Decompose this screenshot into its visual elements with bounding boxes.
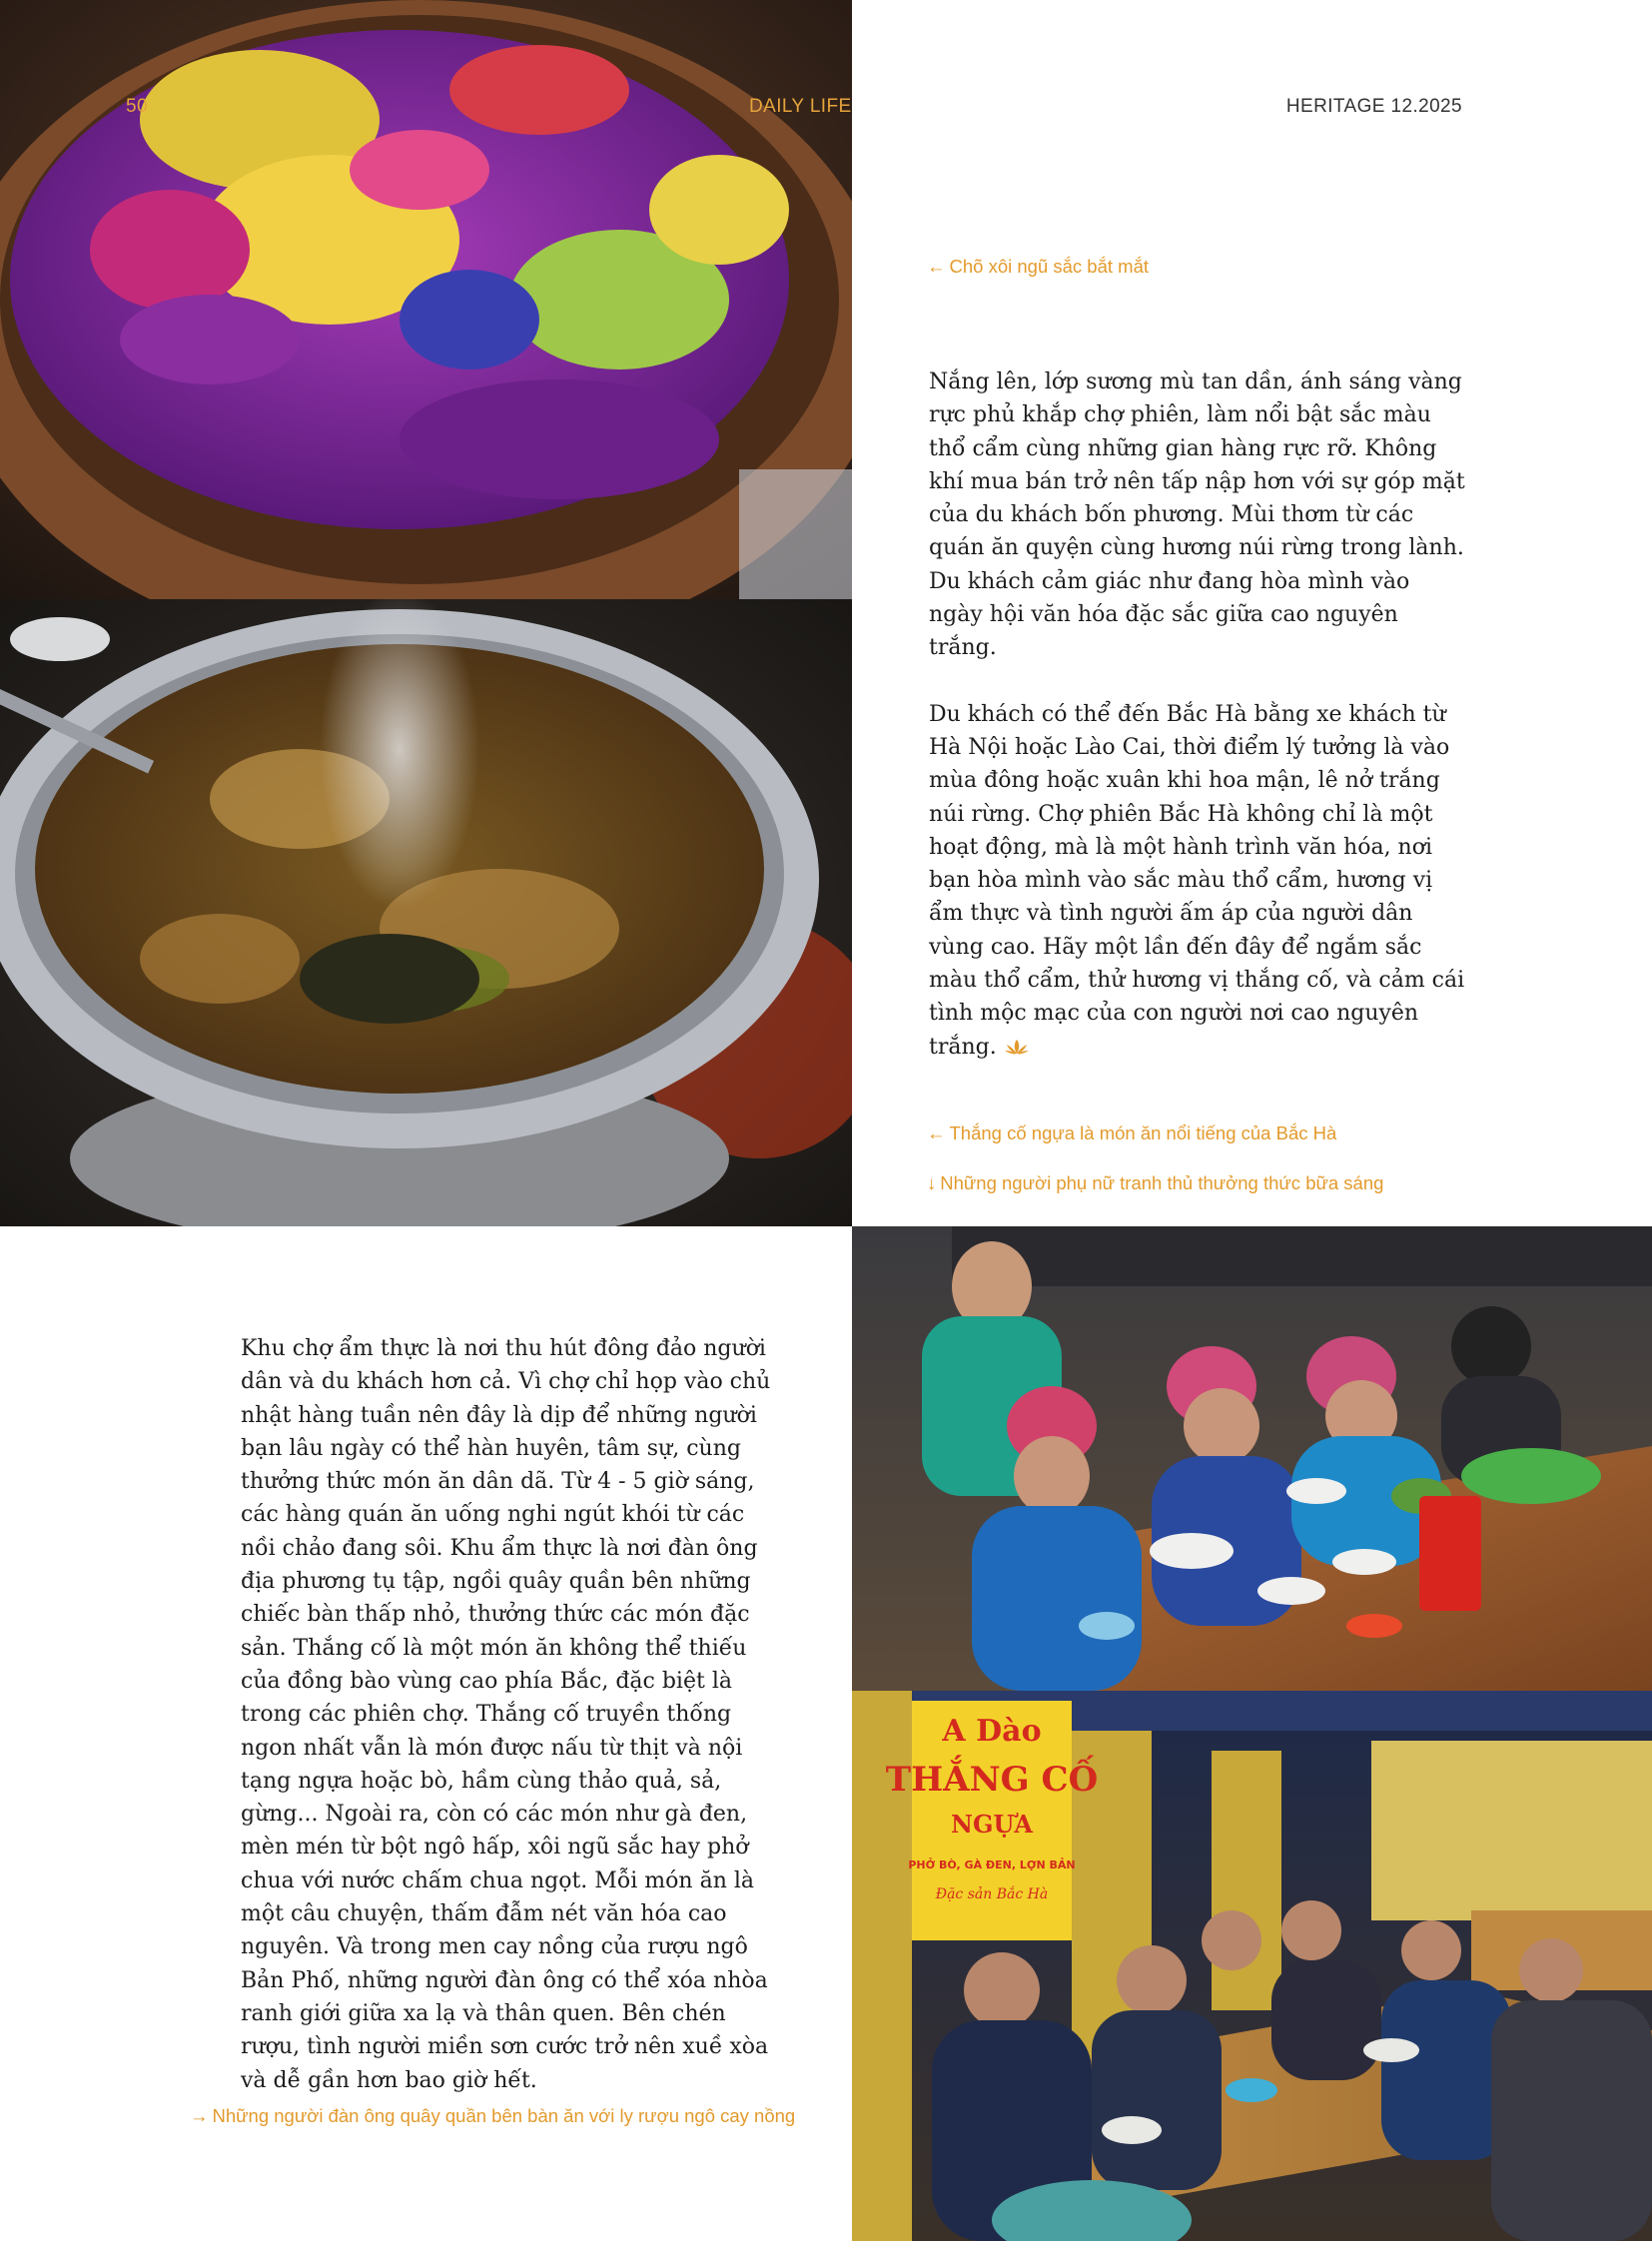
restaurant-sign [886, 1701, 1098, 1940]
caption-thang-co-text: Thắng cố ngựa là món ăn nổi tiếng của Bắc Hà [949, 1122, 1337, 1143]
paragraph-3: Khu chợ ẩm thực là nơi thu hút đông đảo người dân và du khách hơn cả. Vì chợ chỉ họp vào chủ nhật hàng tuần nên đây là dịp để những người bạn lâu ngày có thể hàn huyên, tâm sự, cùng thưởng thức món ăn dân dã. Từ 4 - 5 giờ sáng, các hàng quán ăn uống nghi ngút khói từ các nồi chảo đang sôi. Khu ẩm thực là nơi đàn ông địa phương tụ tập, ngồi quây quần bên những chiếc bàn thấp nhỏ, thưởng thức các món đặc sản. Thắng cố là một món ăn không thể thiếu của đồng bào vùng cao phía Bắc, đặc biệt là trong các phiên chợ. Thắng cố truyền thống ngon nhất vẫn là món được nấu từ thịt và nội tạng ngựa hoặc bò, hầm cùng thảo quả, sả, gừng... Ngoài ra, còn có các món như gà đen, mèn mén từ bột ngô hấp, xôi ngũ sắc hay phở chua với nước chấm chua ngọt. Mỗi món ăn là một câu chuyện, thấm đẫm nét văn hóa cao nguyên. Và trong men cay nồng của rượu ngô Bản Phố, những người đàn ông có thể xóa nhòa ranh giới giữa xa lạ và thân quen. Bên chén rượu, tình người miền sơn cước trở nên xuề xòa và dễ gần hơn bao giờ hết. [241, 1336, 771, 2093]
page-number: 50 [126, 96, 148, 117]
arrow-left-icon: ← [927, 1122, 946, 1143]
caption-women-text: Những người phụ nữ tranh thủ thưởng thức bữa sáng [940, 1172, 1384, 1193]
caption-thang-co [927, 1122, 1336, 1144]
section-label: DAILY LIFE [749, 96, 852, 117]
article-right-column [929, 366, 1468, 1064]
svg-text:A Dào: A Dào [942, 1714, 1042, 1749]
magazine-issue: HERITAGE 12.2025 [1285, 96, 1462, 117]
caption-men [190, 2105, 795, 2127]
photo-thang-co [0, 599, 852, 1226]
arrow-down-icon: ↓ [927, 1172, 937, 1193]
svg-text:Đặc sản Bắc Hà: Đặc sản Bắc Hà [935, 1886, 1049, 1902]
svg-text:THẮNG CỐ: THẮNG CỐ [885, 1760, 1099, 1800]
paragraph-2-wrap [929, 698, 1468, 1064]
lotus-icon [1003, 1038, 1031, 1056]
photo-women-breakfast [852, 1226, 1652, 1691]
article-left-column [241, 1332, 780, 2097]
svg-text:NGỰA: NGỰA [951, 1810, 1033, 1839]
photo-xoi-ngu-sac [0, 0, 852, 599]
photo-men-drinking [852, 1691, 1652, 2241]
caption-xoi [927, 256, 1149, 278]
paragraph-2: Du khách có thể đến Bắc Hà bằng xe khách từ Hà Nội hoặc Lào Cai, thời điểm lý tưởng là vào mùa đông hoặc xuân khi hoa mận, lê nở trắng núi rừng. Chợ phiên Bắc Hà không chỉ là một hoạt động, mà là một hành trình văn hóa, nơi bạn hòa mình vào sắc màu thổ cẩm, hương vị ẩm thực và tình người ấm áp của người dân vùng cao. Hãy một lần đến đây để ngắm sắc màu thổ cẩm, thử hương vị thắng cố, và cảm cái tình mộc mạc của con người nơi cao nguyên trắng. [929, 701, 1465, 1060]
arrow-right-icon: → [190, 2105, 209, 2126]
svg-text:PHỞ BÒ, GÀ ĐEN, LỢN BẢN: PHỞ BÒ, GÀ ĐEN, LỢN BẢN [908, 1859, 1076, 1871]
paragraph-1: Nắng lên, lớp sương mù tan dần, ánh sáng vàng rực phủ khắp chợ phiên, làm nổi bật sắc màu thổ cẩm cùng những gian hàng rực rỡ. Không khí mua bán trở nên tấp nập hơn với sự góp mặt của du khách bốn phương. Mùi thơm từ các quán ăn quyện cùng hương núi rừng trong lành. Du khách cảm giác như đang hòa mình vào ngày hội văn hóa đặc sắc giữa cao nguyên trắng. [929, 370, 1465, 661]
caption-xoi-text: Chõ xôi ngũ sắc bắt mắt [949, 256, 1149, 277]
caption-men-text: Những người đàn ông quây quần bên bàn ăn với ly rượu ngô cay nồng [212, 2105, 796, 2126]
caption-women [927, 1172, 1383, 1194]
arrow-left-icon: ← [927, 256, 946, 277]
